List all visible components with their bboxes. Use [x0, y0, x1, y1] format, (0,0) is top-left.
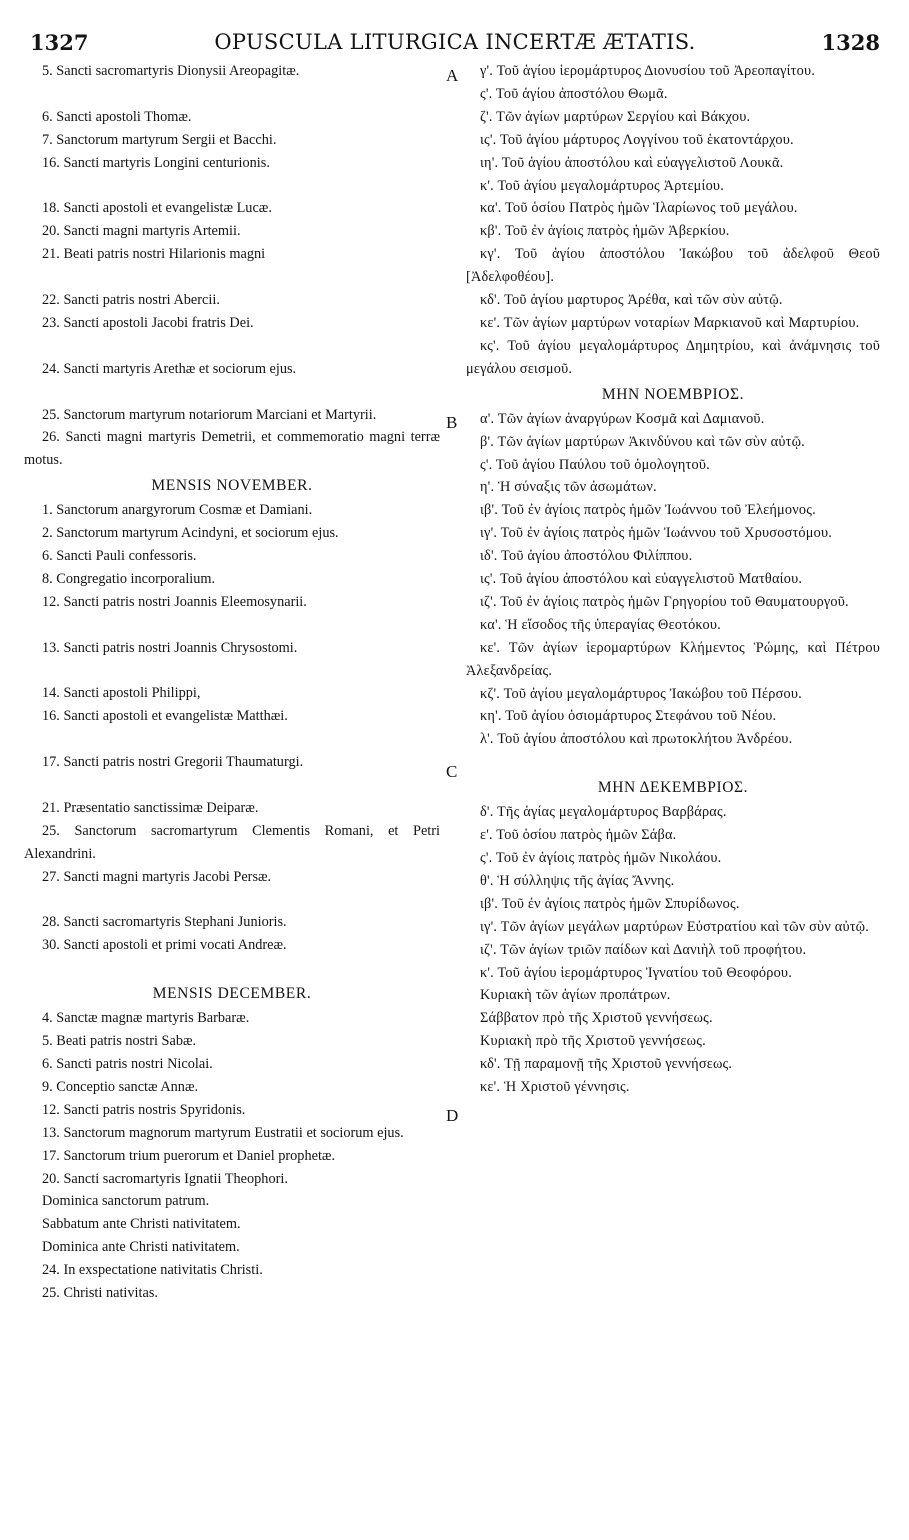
greek-entry: ε'. Τοῦ ὁσίου πατρὸς ἡμῶν Σάβα.: [480, 827, 677, 844]
latin-entry: Dominica sanctorum patrum.: [42, 1193, 210, 1210]
greek-entry: ιζ'. Τῶν ἁγίων τριῶν παίδων καὶ Δανιὴλ τοῦ προφήτου.: [480, 941, 807, 958]
greek-entry: κε'. Τῶν ἁγίων ἱερομαρτύρων Κλήμεντος Ῥώμης, καὶ Πέτρου Ἀλεξανδρείας.: [466, 639, 880, 679]
latin-entry: 5. Beati patris nostri Sabæ.: [42, 1033, 197, 1050]
greek-entry: Σάββατον πρὸ τῆς Χριστοῦ γεννήσεως.: [480, 1010, 713, 1027]
latin-entry: 24. Sancti martyris Arethæ et sociorum ejus.: [42, 360, 297, 377]
latin-entry: 5. Sancti sacromartyris Dionysii Areopagitæ.: [42, 63, 300, 79]
latin-entry: 12. Sancti patris nostris Spyridonis.: [42, 1101, 246, 1118]
latin-column: [24, 60, 440, 1305]
greek-entry: β'. Τῶν ἁγίων μαρτύρων Ἀκινδύνου καὶ τῶν σὺν αὐτῷ.: [480, 433, 805, 450]
greek-entry: κβ'. Τοῦ ἐν ἁγίοις πατρὸς ἡμῶν Ἀβερκίου.: [480, 223, 730, 240]
latin-entry: 28. Sancti sacromartyris Stephani Junioris.: [42, 914, 287, 931]
latin-entry: 9. Conceptio sanctæ Annæ.: [42, 1078, 199, 1095]
latin-entry: 17. Sancti patris nostri Gregorii Thaumaturgi.: [42, 754, 304, 771]
latin-entry: 23. Sancti apostoli Jacobi fratris Dei.: [42, 314, 254, 331]
latin-entry: 25. Christi nativitas.: [42, 1285, 158, 1302]
latin-entry: 25. Sanctorum sacromartyrum Clementis Romani, et Petri Alexandrini.: [24, 822, 440, 862]
latin-month-heading-december: MENSIS DECEMBER.: [152, 985, 312, 1003]
margin-letter-a: A: [446, 66, 459, 85]
greek-entry: Κυριακὴ τῶν ἁγίων προπάτρων.: [480, 987, 671, 1004]
latin-entry: 26. Sancti magni martyris Demetrii, et commemoratio magni terræ motus.: [24, 429, 440, 469]
latin-entry: 20. Sancti sacromartyris Ignatii Theophori.: [42, 1170, 288, 1187]
left-page-number: 1327: [30, 30, 89, 55]
greek-entry: ιβ'. Τοῦ ἐν ἁγίοις πατρὸς ἡμῶν Ἰωάννου τοῦ Ἐλεήμονος.: [480, 502, 816, 519]
margin-letter-d: D: [446, 1106, 459, 1125]
latin-entry: 6. Sancti patris nostri Nicolai.: [42, 1055, 213, 1072]
greek-entry: κδ'. Τῇ παραμονῇ τῆς Χριστοῦ γεννήσεως.: [480, 1056, 733, 1073]
greek-entry: ζ'. Τῶν ἁγίων μαρτύρων Σεργίου καὶ Βάκχου.: [480, 108, 751, 125]
greek-entry: ς'. Τοῦ ἁγίου ἀποστόλου Θωμᾶ.: [480, 85, 668, 102]
greek-entry: κγ'. Τοῦ ἁγίου ἀποστόλου Ἰακώβου τοῦ ἀδελφοῦ Θεοῦ [Ἀδελφοθέου].: [466, 246, 880, 286]
greek-entry: γ'. Τοῦ ἁγίου ἱερομάρτυρος Διονυσίου τοῦ Ἀρεοπαγίτου.: [480, 63, 816, 79]
latin-entry: 25. Sanctorum martyrum notariorum Marciani et Martyrii.: [42, 406, 377, 423]
greek-entry: κε'. Τῶν ἁγίων μαρτύρων νοταρίων Μαρκιανοῦ καὶ Μαρτυρίου.: [480, 314, 860, 331]
latin-entry: 6. Sancti Pauli confessoris.: [42, 548, 197, 565]
running-title: OPUSCULA LITURGICA INCERTÆ ÆTATIS.: [214, 30, 696, 54]
latin-entry: 18. Sancti apostoli et evangelistæ Lucæ.: [42, 200, 272, 217]
page-header: [30, 30, 880, 60]
latin-entry: 6. Sancti apostoli Thomæ.: [42, 108, 192, 125]
latin-entry: 8. Congregatio incorporalium.: [42, 570, 216, 587]
latin-entry: 7. Sanctorum martyrum Sergii et Bacchi.: [42, 131, 277, 148]
latin-entry: 4. Sanctæ magnæ martyris Barbaræ.: [42, 1010, 250, 1027]
margin-letter-c: C: [446, 762, 458, 781]
greek-entry: κς'. Τοῦ ἁγίου μεγαλομάρτυρος Δημητρίου, καὶ ἀνάμνησις τοῦ μεγάλου σεισμοῦ.: [466, 337, 880, 377]
latin-entry: 2. Sanctorum martyrum Acindyni, et sociorum ejus.: [42, 525, 339, 542]
greek-entry: ς'. Τοῦ ἐν ἁγίοις πατρὸς ἡμῶν Νικολάου.: [480, 849, 722, 866]
greek-entry: η'. Ἡ σύναξις τῶν ἀσωμάτων.: [480, 479, 657, 496]
latin-month-heading-november: MENSIS NOVEMBER.: [151, 477, 313, 495]
latin-entry: 1. Sanctorum anargyrorum Cosmæ et Damiani.: [42, 502, 313, 519]
margin-letter-b: B: [446, 413, 458, 432]
latin-entry: 20. Sancti magni martyris Artemii.: [42, 223, 241, 240]
greek-entry: ιγ'. Τοῦ ἐν ἁγίοις πατρὸς ἡμῶν Ἰωάννου τοῦ Χρυσοστόμου.: [480, 525, 833, 542]
latin-entry: 16. Sancti martyris Longini centurionis.: [42, 154, 270, 171]
right-page-number: 1328: [821, 30, 880, 55]
greek-entry: κδ'. Τοῦ ἁγίου μαρτυρος Ἀρέθα, καὶ τῶν σὺν αὐτῷ.: [480, 292, 783, 309]
greek-entry: ς'. Τοῦ ἁγίου Παύλου τοῦ ὁμολογητοῦ.: [480, 456, 710, 473]
latin-entry: 14. Sancti apostoli Philippi,: [42, 685, 201, 702]
greek-entry: λ'. Τοῦ ἁγίου ἀποστόλου καὶ πρωτοκλήτου Ἀνδρέου.: [480, 731, 793, 748]
greek-entry: δ'. Τῆς ἁγίας μεγαλομάρτυρος Βαρβάρας.: [480, 804, 727, 821]
greek-entry: ιγ'. Τῶν ἁγίων μεγάλων μαρτύρων Εὐστρατίου καὶ τῶν σὺν αὐτῷ.: [480, 918, 870, 935]
greek-entry: κε'. Ἡ Χριστοῦ γέννησις.: [480, 1079, 630, 1096]
latin-entry: Dominica ante Christi nativitatem.: [42, 1239, 240, 1256]
greek-entry: ις'. Τοῦ ἁγίου ἀποστόλου καὶ εὐαγγελιστοῦ Ματθαίου.: [480, 571, 803, 588]
greek-entry: κ'. Τοῦ ἁγίου μεγαλομάρτυρος Ἀρτεμίου.: [480, 177, 724, 194]
greek-entry: ιη'. Τοῦ ἁγίου ἀποστόλου καὶ εὐαγγελιστοῦ Λουκᾶ.: [480, 154, 784, 171]
latin-entry: Sabbatum ante Christi nativitatem.: [42, 1216, 241, 1233]
latin-entry: 16. Sancti apostoli et evangelistæ Matthæi.: [42, 708, 288, 725]
greek-month-heading-december: ΜΗΝ ΔΕΚΕΜΒΡΙΟΣ.: [597, 779, 749, 797]
greek-entry: Κυριακὴ πρὸ τῆς Χριστοῦ γεννήσεως.: [480, 1033, 706, 1050]
greek-month-heading-november: ΜΗΝ ΝΟΕΜΒΡΙΟΣ.: [601, 385, 745, 403]
latin-entry: 17. Sanctorum trium puerorum et Daniel prophetæ.: [42, 1147, 336, 1164]
latin-entry: 24. In exspectatione nativitatis Christi.: [42, 1262, 263, 1279]
latin-entry: 22. Sancti patris nostri Abercii.: [42, 292, 220, 309]
latin-entry: 13. Sancti patris nostri Joannis Chrysostomi.: [42, 639, 298, 656]
greek-entry: κα'. Ἡ εἴσοδος τῆς ὑπεραγίας Θεοτόκου.: [480, 616, 721, 633]
greek-column: [466, 60, 880, 1099]
greek-entry: ιδ'. Τοῦ ἁγίου ἀποστόλου Φιλίππου.: [480, 548, 693, 565]
greek-entry: θ'. Ἡ σύλληψις τῆς ἁγίας Ἄννης.: [480, 872, 675, 889]
greek-entry: κη'. Τοῦ ἁγίου ὁσιομάρτυρος Στεφάνου τοῦ Νέου.: [480, 708, 777, 725]
latin-entry: 30. Sancti apostoli et primi vocati Andreæ.: [42, 937, 287, 954]
greek-entry: κ'. Τοῦ ἁγίου ἱερομάρτυρος Ἰγνατίου τοῦ Θεοφόρου.: [480, 964, 792, 981]
latin-entry: 13. Sanctorum magnorum martyrum Eustratii et sociorum ejus.: [42, 1124, 404, 1141]
greek-entry: κα'. Τοῦ ὁσίου Πατρὸς ἡμῶν Ἱλαρίωνος τοῦ μεγάλου.: [480, 200, 798, 217]
greek-entry: ις'. Τοῦ ἁγίου μάρτυρος Λογγίνου τοῦ ἑκατοντάρχου.: [480, 131, 794, 148]
latin-entry: 21. Beati patris nostri Hilarionis magni: [42, 246, 266, 263]
latin-entry: 27. Sancti magni martyris Jacobi Persæ.: [42, 868, 272, 885]
greek-entry: α'. Τῶν ἁγίων ἀναργύρων Κοσμᾶ καὶ Δαμιανοῦ.: [480, 410, 765, 427]
greek-entry: ιζ'. Τοῦ ἐν ἁγίοις πατρὸς ἡμῶν Γρηγορίου τοῦ Θαυματουργοῦ.: [480, 593, 849, 610]
latin-entry: 12. Sancti patris nostri Joannis Eleemosynarii.: [42, 593, 307, 610]
greek-entry: ιβ'. Τοῦ ἐν ἁγίοις πατρὸς ἡμῶν Σπυρίδωνος.: [480, 895, 740, 912]
latin-entry: 21. Præsentatio sanctissimæ Deiparæ.: [42, 799, 259, 816]
greek-entry: κζ'. Τοῦ ἁγίου μεγαλομάρτυρος Ἰακώβου τοῦ Πέρσου.: [480, 685, 802, 702]
